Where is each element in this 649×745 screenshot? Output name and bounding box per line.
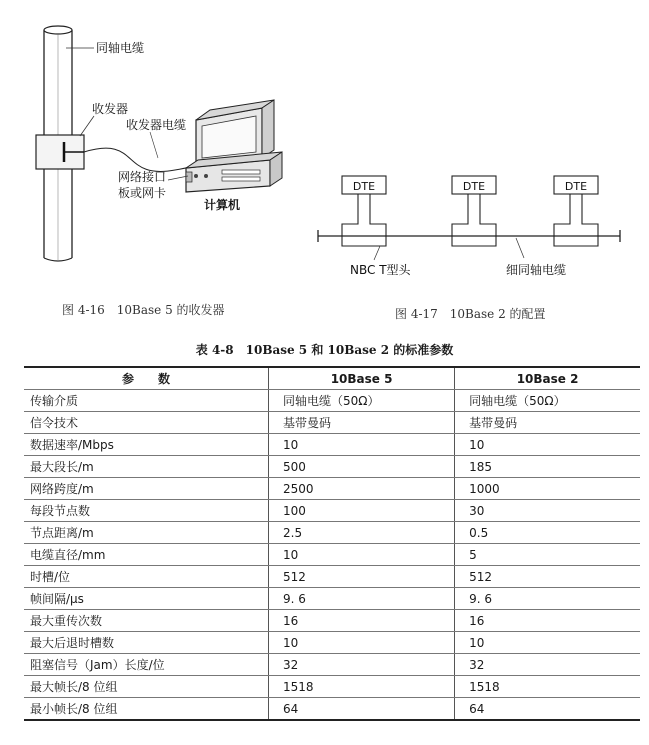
- value-10base5: 2500: [269, 478, 455, 500]
- dte-label-2: DTE: [462, 180, 486, 193]
- value-10base2: 1518: [455, 676, 640, 698]
- value-10base5: 16: [269, 610, 455, 632]
- value-10base2: 0.5: [455, 522, 640, 544]
- value-10base5: 同轴电缆（50Ω）: [269, 390, 455, 412]
- figure-4-16-transceiver-diagram: [0, 0, 330, 300]
- parameters-table: [24, 366, 640, 721]
- table-row: [24, 566, 640, 588]
- table-row: [24, 676, 640, 698]
- value-10base5: 1518: [269, 676, 455, 698]
- figure-4-16-caption: 图 4-16 10Base 5 的收发器: [62, 303, 225, 317]
- row-label: 最大后退时槽数: [24, 632, 269, 654]
- value-10base5: 500: [269, 456, 455, 478]
- computer-illustration: [186, 100, 282, 192]
- table-row: [24, 456, 640, 478]
- value-10base5: 512: [269, 566, 455, 588]
- value-10base2: 1000: [455, 478, 640, 500]
- label-transceiver-cable: 收发器电缆: [126, 118, 187, 132]
- value-10base2: 9. 6: [455, 588, 640, 610]
- label-nic-line1: 网络接口: [118, 170, 167, 184]
- table-row: [24, 390, 640, 412]
- row-label: 信令技术: [24, 412, 269, 434]
- table-row: [24, 698, 640, 721]
- value-10base2: 185: [455, 456, 640, 478]
- table-title: 表 4-8 10Base 5 和 10Base 2 的标准参数: [195, 343, 454, 357]
- row-label: 最大段长/m: [24, 456, 269, 478]
- value-10base2: 32: [455, 654, 640, 676]
- label-transceiver: 收发器: [92, 102, 129, 116]
- value-10base5: 2.5: [269, 522, 455, 544]
- value-10base2: 10: [455, 434, 640, 456]
- label-nic-line2: 板或网卡: [118, 186, 167, 200]
- table-row: [24, 478, 640, 500]
- value-10base5: 9. 6: [269, 588, 455, 610]
- table-row: [24, 434, 640, 456]
- transceiver-box: [36, 135, 84, 169]
- figure-4-17-10base2-diagram: [310, 150, 640, 290]
- row-label: 传输介质: [24, 390, 269, 412]
- table-row: [24, 500, 640, 522]
- row-label: 节点距离/m: [24, 522, 269, 544]
- table-row: [24, 610, 640, 632]
- header-parameter: 参 数: [24, 367, 269, 390]
- row-label: 帧间隔/μs: [24, 588, 269, 610]
- label-t-connector: NBC T型头: [350, 263, 411, 277]
- value-10base2: 10: [455, 632, 640, 654]
- row-label: 网络跨度/m: [24, 478, 269, 500]
- value-10base2: 同轴电缆（50Ω）: [455, 390, 640, 412]
- value-10base2: 基带曼码: [455, 412, 640, 434]
- row-label: 数据速率/Mbps: [24, 434, 269, 456]
- row-label: 每段节点数: [24, 500, 269, 522]
- label-coax: 同轴电缆: [96, 41, 145, 55]
- value-10base5: 64: [269, 698, 455, 721]
- row-label: 时槽/位: [24, 566, 269, 588]
- value-10base2: 64: [455, 698, 640, 721]
- value-10base5: 10: [269, 544, 455, 566]
- value-10base2: 16: [455, 610, 640, 632]
- value-10base5: 100: [269, 500, 455, 522]
- table-row: [24, 412, 640, 434]
- row-label: 电缆直径/mm: [24, 544, 269, 566]
- value-10base5: 10: [269, 434, 455, 456]
- table-row: [24, 544, 640, 566]
- value-10base5: 10: [269, 632, 455, 654]
- row-label: 最大重传次数: [24, 610, 269, 632]
- figure-4-17-caption: 图 4-17 10Base 2 的配置: [395, 307, 546, 321]
- value-10base2: 512: [455, 566, 640, 588]
- row-label: 最大帧长/8 位组: [24, 676, 269, 698]
- table-row: [24, 654, 640, 676]
- label-thin-coax: 细同轴电缆: [506, 263, 567, 277]
- value-10base5: 32: [269, 654, 455, 676]
- dte-label-1: DTE: [352, 180, 376, 193]
- header-10base5: 10Base 5: [269, 367, 455, 390]
- value-10base5: 基带曼码: [269, 412, 455, 434]
- label-computer: 计算机: [204, 198, 241, 212]
- table-row: [24, 588, 640, 610]
- table-header-row: [24, 367, 640, 390]
- value-10base2: 5: [455, 544, 640, 566]
- value-10base2: 30: [455, 500, 640, 522]
- row-label: 最小帧长/8 位组: [24, 698, 269, 721]
- table-row: [24, 632, 640, 654]
- table-row: [24, 522, 640, 544]
- dte-label-3: DTE: [564, 180, 588, 193]
- header-10base2: 10Base 2: [455, 367, 640, 390]
- row-label: 阻塞信号（Jam）长度/位: [24, 654, 269, 676]
